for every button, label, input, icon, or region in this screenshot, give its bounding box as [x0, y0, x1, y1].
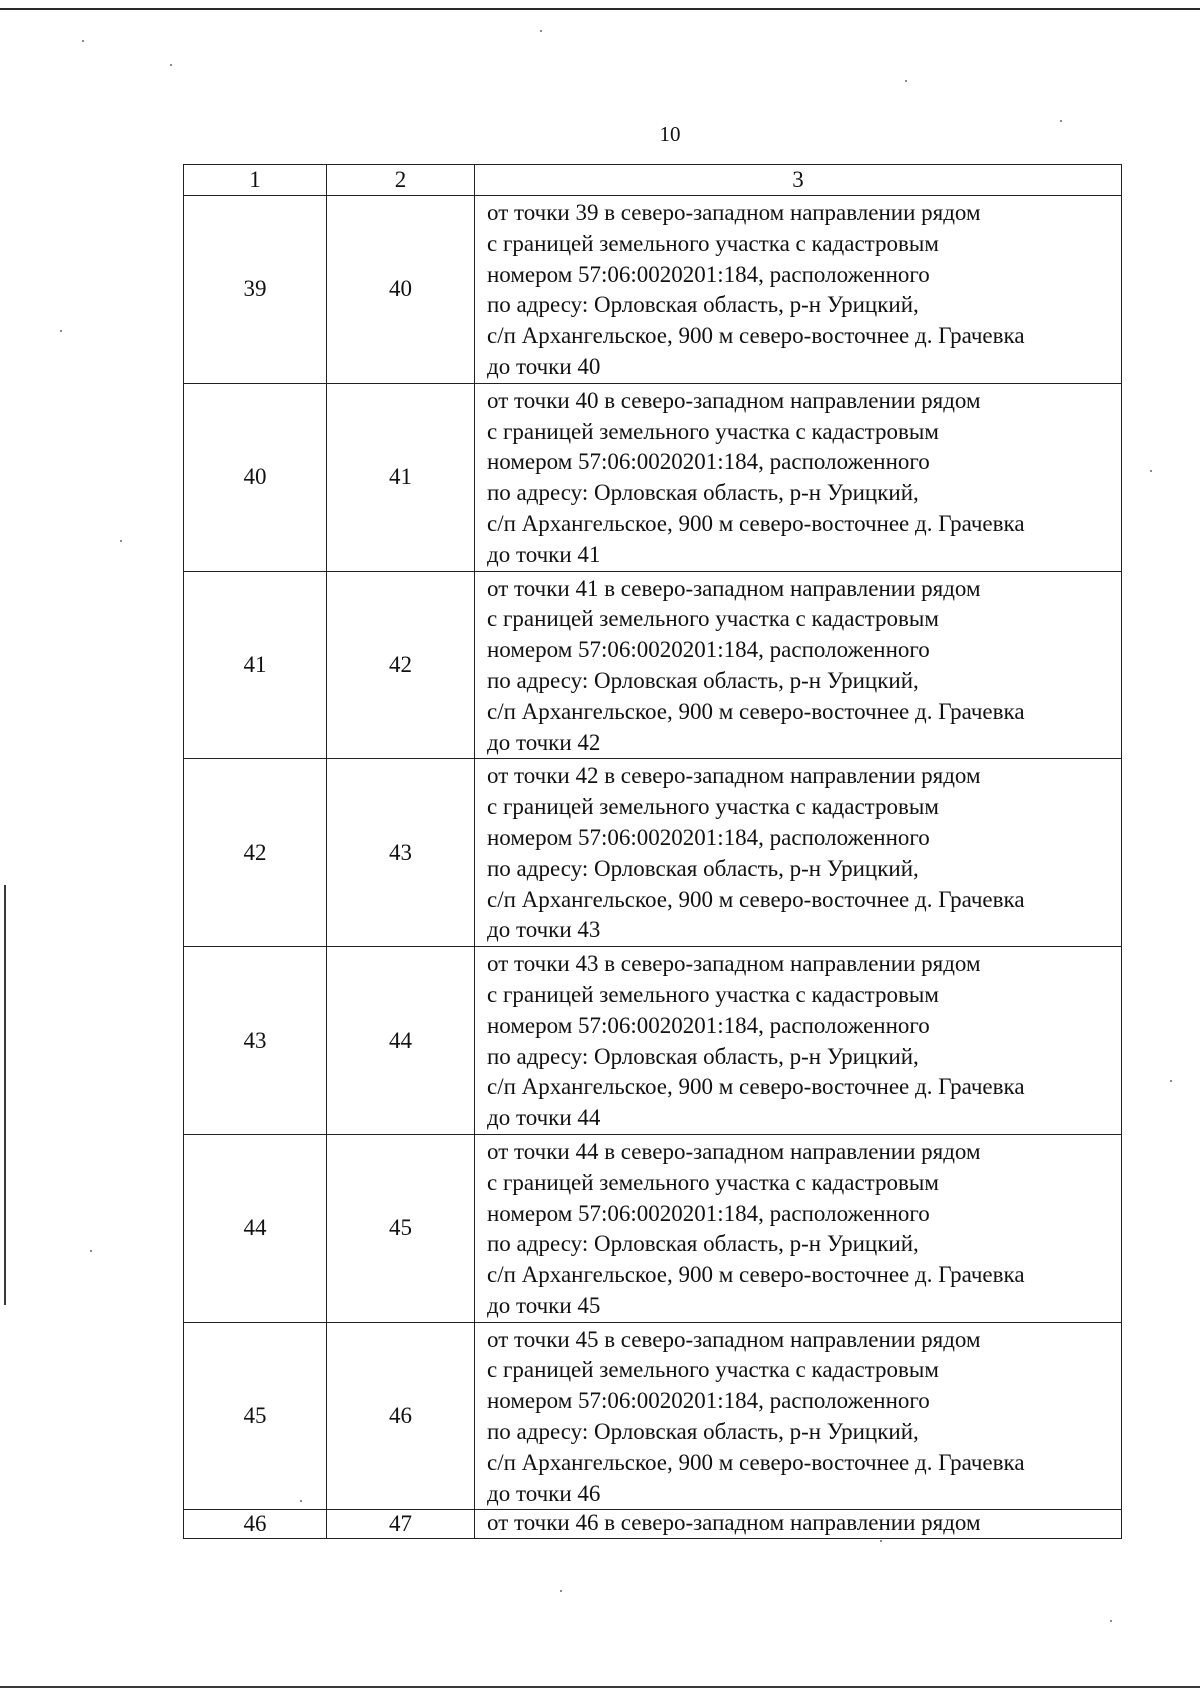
description-cell: [475, 1510, 1122, 1539]
to-point-cell: 46: [327, 1322, 475, 1510]
scan-speck: [1110, 1620, 1112, 1622]
description-line: с/п Архангельское, 900 м северо-восточнее д. Грачевка: [487, 323, 1025, 349]
to-point-cell: 47: [327, 1510, 475, 1539]
from-point-cell: 45: [184, 1322, 327, 1510]
scan-speck: [90, 1250, 92, 1252]
scan-speck: [1150, 470, 1152, 472]
from-point-cell: 46: [184, 1510, 327, 1539]
from-point-cell: 39: [184, 196, 327, 384]
scan-edge-left: [4, 885, 6, 1305]
description-line: по адресу: Орловская область, р-н Урицкий,: [487, 480, 919, 506]
scan-speck: [905, 80, 907, 82]
scan-speck: [560, 1590, 562, 1592]
table-row: [184, 571, 1122, 759]
description-line: от точки 45 в северо-западном направлении рядом: [487, 1326, 981, 1352]
description-line: по адресу: Орловская область, р-н Урицкий,: [487, 855, 919, 881]
description-line: до точки 42: [487, 729, 601, 755]
description-cell: [475, 947, 1122, 1135]
description-cell: [475, 759, 1122, 947]
table-row: [184, 759, 1122, 947]
to-point-cell: 40: [327, 196, 475, 384]
description-cell: [475, 196, 1122, 384]
table-row: [184, 196, 1122, 384]
table-row: [184, 1134, 1122, 1322]
description-line: до точки 44: [487, 1105, 601, 1131]
description-line: с/п Архангельское, 900 м северо-восточнее д. Грачевка: [487, 1262, 1025, 1288]
table-row: [184, 383, 1122, 571]
description-line: номером 57:06:0020201:184, расположенного: [487, 824, 930, 850]
description-line: номером 57:06:0020201:184, расположенного: [487, 1012, 930, 1038]
description-line: от точки 46 в северо-западном направлении рядом: [487, 1510, 981, 1536]
description-line: по адресу: Орловская область, р-н Урицкий,: [487, 292, 919, 318]
to-point-cell: 45: [327, 1134, 475, 1322]
scan-speck: [880, 1540, 882, 1542]
description-line: с/п Архангельское, 900 м северо-восточнее д. Грачевка: [487, 698, 1025, 724]
description-line: по адресу: Орловская область, р-н Урицкий,: [487, 1043, 919, 1069]
description-line: с границей земельного участка с кадастровым: [487, 794, 939, 820]
to-point-cell: 41: [327, 383, 475, 571]
table-row: [184, 1322, 1122, 1510]
description-line: до точки 40: [487, 353, 601, 379]
description-line: до точки 43: [487, 917, 601, 943]
description-cell: [475, 1322, 1122, 1510]
scan-speck: [170, 64, 172, 66]
description-line: номером 57:06:0020201:184, расположенного: [487, 1200, 930, 1226]
description-line: с границей земельного участка с кадастровым: [487, 606, 939, 632]
table-row: [184, 947, 1122, 1135]
to-point-cell: 43: [327, 759, 475, 947]
description-cell: [475, 383, 1122, 571]
description-line: с/п Архангельское, 900 м северо-восточнее д. Грачевка: [487, 1074, 1025, 1100]
description-line: с границей земельного участка с кадастровым: [487, 230, 939, 256]
boundary-description-table: [183, 164, 1122, 1539]
description-line: от точки 42 в северо-западном направлении рядом: [487, 763, 981, 789]
description-line: от точки 41 в северо-западном направлении рядом: [487, 575, 981, 601]
scan-speck: [1060, 120, 1062, 122]
description-line: по адресу: Орловская область, р-н Урицкий,: [487, 1231, 919, 1257]
scan-speck: [1170, 1080, 1172, 1082]
scan-speck: [540, 30, 542, 32]
table-header-row: [184, 165, 1122, 196]
column-header-1: 1: [184, 165, 327, 196]
table-row: [184, 1510, 1122, 1539]
description-cell: [475, 571, 1122, 759]
scan-speck: [300, 1500, 302, 1502]
description-line: по адресу: Орловская область, р-н Урицкий,: [487, 1419, 919, 1445]
from-point-cell: 44: [184, 1134, 327, 1322]
from-point-cell: 41: [184, 571, 327, 759]
to-point-cell: 42: [327, 571, 475, 759]
description-line: с границей земельного участка с кадастровым: [487, 418, 939, 444]
column-header-3: 3: [475, 165, 1122, 196]
page-number: 10: [659, 122, 681, 146]
description-line: до точки 41: [487, 541, 601, 567]
from-point-cell: 40: [184, 383, 327, 571]
to-point-cell: 44: [327, 947, 475, 1135]
description-line: по адресу: Орловская область, р-н Урицкий,: [487, 667, 919, 693]
description-line: с границей земельного участка с кадастровым: [487, 1357, 939, 1383]
description-line: с границей земельного участка с кадастровым: [487, 981, 939, 1007]
from-point-cell: 42: [184, 759, 327, 947]
description-line: от точки 43 в северо-западном направлении рядом: [487, 951, 981, 977]
description-line: от точки 39 в северо-западном направлении рядом: [487, 200, 981, 225]
description-line: до точки 46: [487, 1480, 601, 1506]
description-line: от точки 40 в северо-западном направлении рядом: [487, 387, 981, 413]
from-point-cell: 43: [184, 947, 327, 1135]
description-line: номером 57:06:0020201:184, расположенного: [487, 1388, 930, 1414]
description-line: с/п Архангельское, 900 м северо-восточнее д. Грачевка: [487, 510, 1025, 536]
description-line: номером 57:06:0020201:184, расположенного: [487, 449, 930, 475]
description-line: с границей земельного участка с кадастровым: [487, 1169, 939, 1195]
scan-speck: [82, 40, 84, 42]
column-header-2: 2: [327, 165, 475, 196]
scan-speck: [60, 330, 62, 332]
description-line: с/п Архангельское, 900 м северо-восточнее д. Грачевка: [487, 1449, 1025, 1475]
description-line: до точки 45: [487, 1292, 601, 1318]
description-line: от точки 44 в северо-западном направлении рядом: [487, 1138, 981, 1164]
description-line: с/п Архангельское, 900 м северо-восточнее д. Грачевка: [487, 886, 1025, 912]
description-line: номером 57:06:0020201:184, расположенного: [487, 637, 930, 663]
description-cell: [475, 1134, 1122, 1322]
scan-edge-top: [0, 0, 1200, 10]
scan-edge-bottom: [0, 1686, 1200, 1688]
scan-speck: [120, 540, 122, 542]
description-line: номером 57:06:0020201:184, расположенного: [487, 261, 930, 287]
